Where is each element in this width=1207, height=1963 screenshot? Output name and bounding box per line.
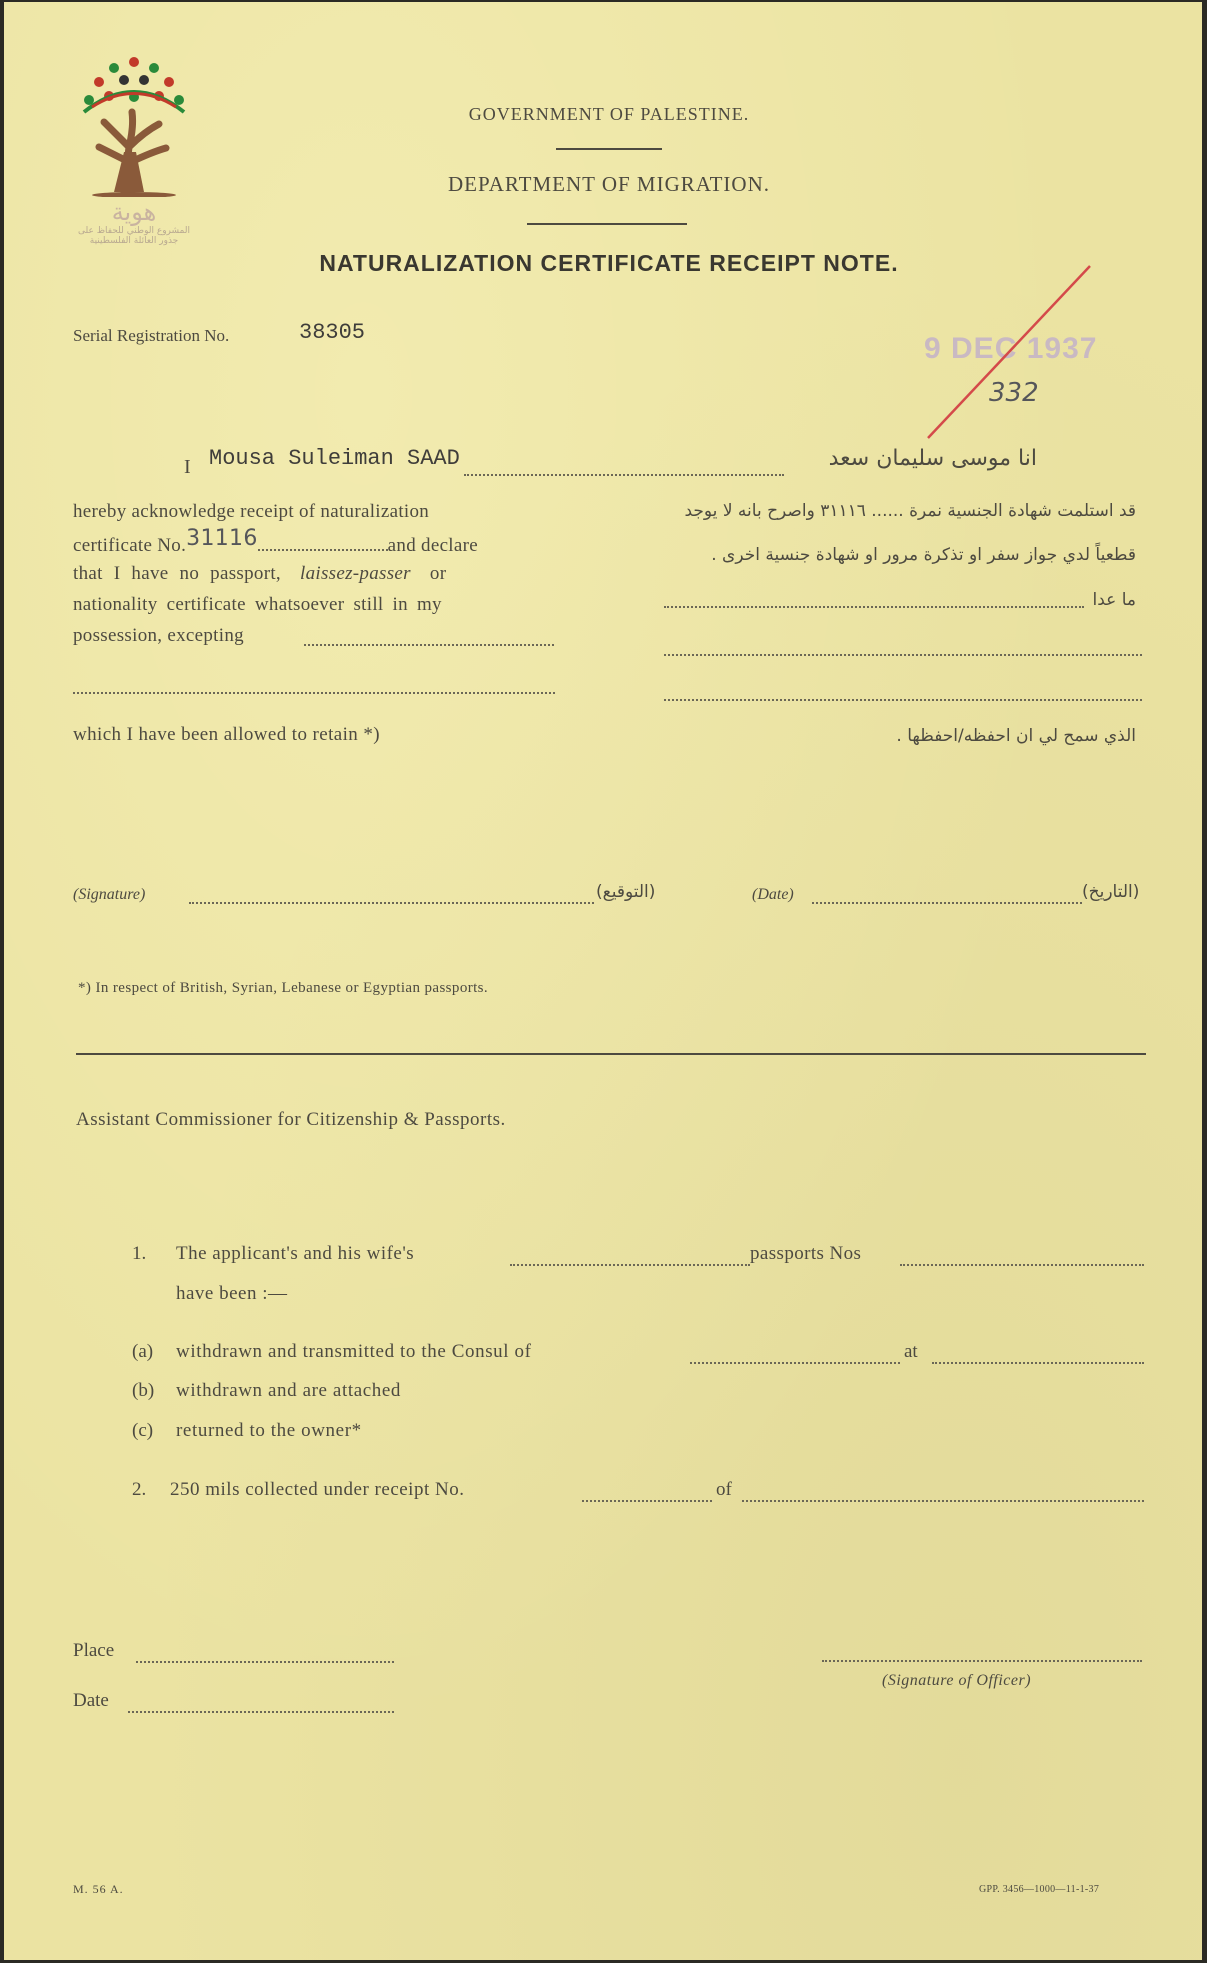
declaration-line3 (73, 563, 446, 585)
declaration-prefix: I (184, 456, 191, 478)
line3-italic: laissez-passer (300, 563, 411, 584)
serial-label: Serial Registration No. (73, 326, 230, 345)
document-title: NATURALIZATION CERTIFICATE RECEIPT NOTE. (319, 250, 899, 276)
arabic-line4: الذي سمح لي ان احفظه/احفظها . (896, 726, 1136, 746)
header-rule-2 (527, 223, 687, 225)
assistant-commissioner: Assistant Commissioner for Citizenship & Passports. (76, 1109, 506, 1130)
item-a-label: (a) (132, 1341, 154, 1362)
heritage-logo (74, 52, 194, 262)
logo-caption-line2: جذور العائلة الفلسطينية (89, 236, 179, 246)
arabic-dotted-line-3 (664, 699, 1142, 701)
form-code: M. 56 A. (73, 1882, 124, 1896)
tree-people-icon (74, 52, 194, 197)
bottom-date-label: Date (73, 1690, 109, 1711)
excepting-dotted-line-2 (73, 692, 555, 694)
receipt-dotted-line (582, 1500, 712, 1502)
cert-prefix: certificate No. (73, 535, 187, 556)
handwritten-number: 332 (989, 378, 1039, 408)
item1-applicant: The applicant's and his wife's (176, 1243, 415, 1264)
item1-dotted-1 (510, 1264, 750, 1266)
cert-suffix: and declare (387, 535, 478, 556)
declaration-line5: possession, excepting (73, 625, 244, 646)
arabic-dotted-line-1 (664, 606, 1084, 608)
signature-label: (Signature) (73, 886, 146, 903)
logo-caption-line1: المشروع الوطني للحفاظ على (77, 226, 190, 236)
arabic-dotted-line-2 (664, 654, 1142, 656)
arabic-line3: ما عدا (1092, 590, 1136, 610)
excepting-dotted-line (304, 644, 554, 646)
item2-text: 250 mils collected under receipt No. (170, 1479, 465, 1500)
arabic-line1: قد استلمت شهادة الجنسية نمرة ...... ٣١١١٦ واصرح بانه لا يوجد (684, 501, 1136, 521)
declaration-line1: hereby acknowledge receipt of naturalization (73, 501, 430, 522)
signature-arabic: (التوقيع) (596, 882, 656, 902)
officer-signature-label: (Signature of Officer) (882, 1672, 1032, 1689)
date-stamp: 9 DEC 1937 (924, 332, 1098, 365)
place-label: Place (73, 1640, 115, 1661)
date-dotted-line (812, 902, 1082, 904)
red-pencil-mark (924, 262, 1094, 442)
serial-value: 38305 (299, 320, 366, 345)
header-rule-1 (556, 148, 662, 150)
line3-b: or (429, 563, 447, 584)
item-c-text: returned to the owner* (176, 1420, 362, 1441)
declaration-line2 (73, 526, 563, 557)
item-c-label: (c) (132, 1420, 154, 1441)
name-dotted-line (464, 474, 784, 476)
place-dotted-line (136, 1661, 394, 1663)
date-arabic: (التاريخ) (1082, 882, 1140, 902)
item-a-text: withdrawn and transmitted to the Consul of (176, 1341, 532, 1362)
bottom-date-dotted-line (128, 1711, 394, 1713)
at-dotted-line (932, 1362, 1144, 1364)
officer-signature-line (822, 1660, 1142, 1662)
of-dotted-line (742, 1500, 1144, 1502)
department-heading: DEPARTMENT OF MIGRATION. (447, 172, 771, 196)
document-page (4, 2, 1202, 1960)
certificate-number: 31116 (186, 526, 258, 551)
section-divider (76, 1053, 1146, 1055)
print-code: GPP. 3456—1000—11-1-37 (979, 1884, 1100, 1895)
declaration-line4: nationality certificate whatsoever still in my (73, 594, 442, 615)
applicant-name-arabic: انا موسى سليمان سعد (828, 446, 1037, 471)
item1-passports: passports Nos (750, 1243, 862, 1264)
item2-of: of (716, 1479, 732, 1500)
item1-have-been: have been :— (176, 1283, 288, 1304)
line3-a: that I have no passport, (73, 563, 281, 584)
item-b-text: withdrawn and are attached (176, 1380, 402, 1401)
applicant-name-typed: Mousa Suleiman SAAD (209, 446, 460, 471)
footnote: *) In respect of British, Syrian, Lebanese or Egyptian passports. (78, 980, 489, 996)
item-b-label: (b) (132, 1380, 155, 1401)
item1-number: 1. (132, 1243, 147, 1264)
date-label: (Date) (752, 886, 794, 903)
declaration-line6: which I have been allowed to retain *) (73, 724, 380, 745)
government-heading: GOVERNMENT OF PALESTINE. (468, 104, 750, 124)
signature-dotted-line (189, 902, 594, 904)
arabic-line2: قطعياً لدي جواز سفر او تذكرة مرور او شهادة جنسية اخرى . (711, 545, 1136, 565)
item-a-at: at (904, 1341, 918, 1362)
logo-arabic-name: هوية (111, 198, 157, 226)
consul-dotted-line (690, 1362, 900, 1364)
item2-number: 2. (132, 1479, 147, 1500)
item1-dotted-2 (900, 1264, 1144, 1266)
